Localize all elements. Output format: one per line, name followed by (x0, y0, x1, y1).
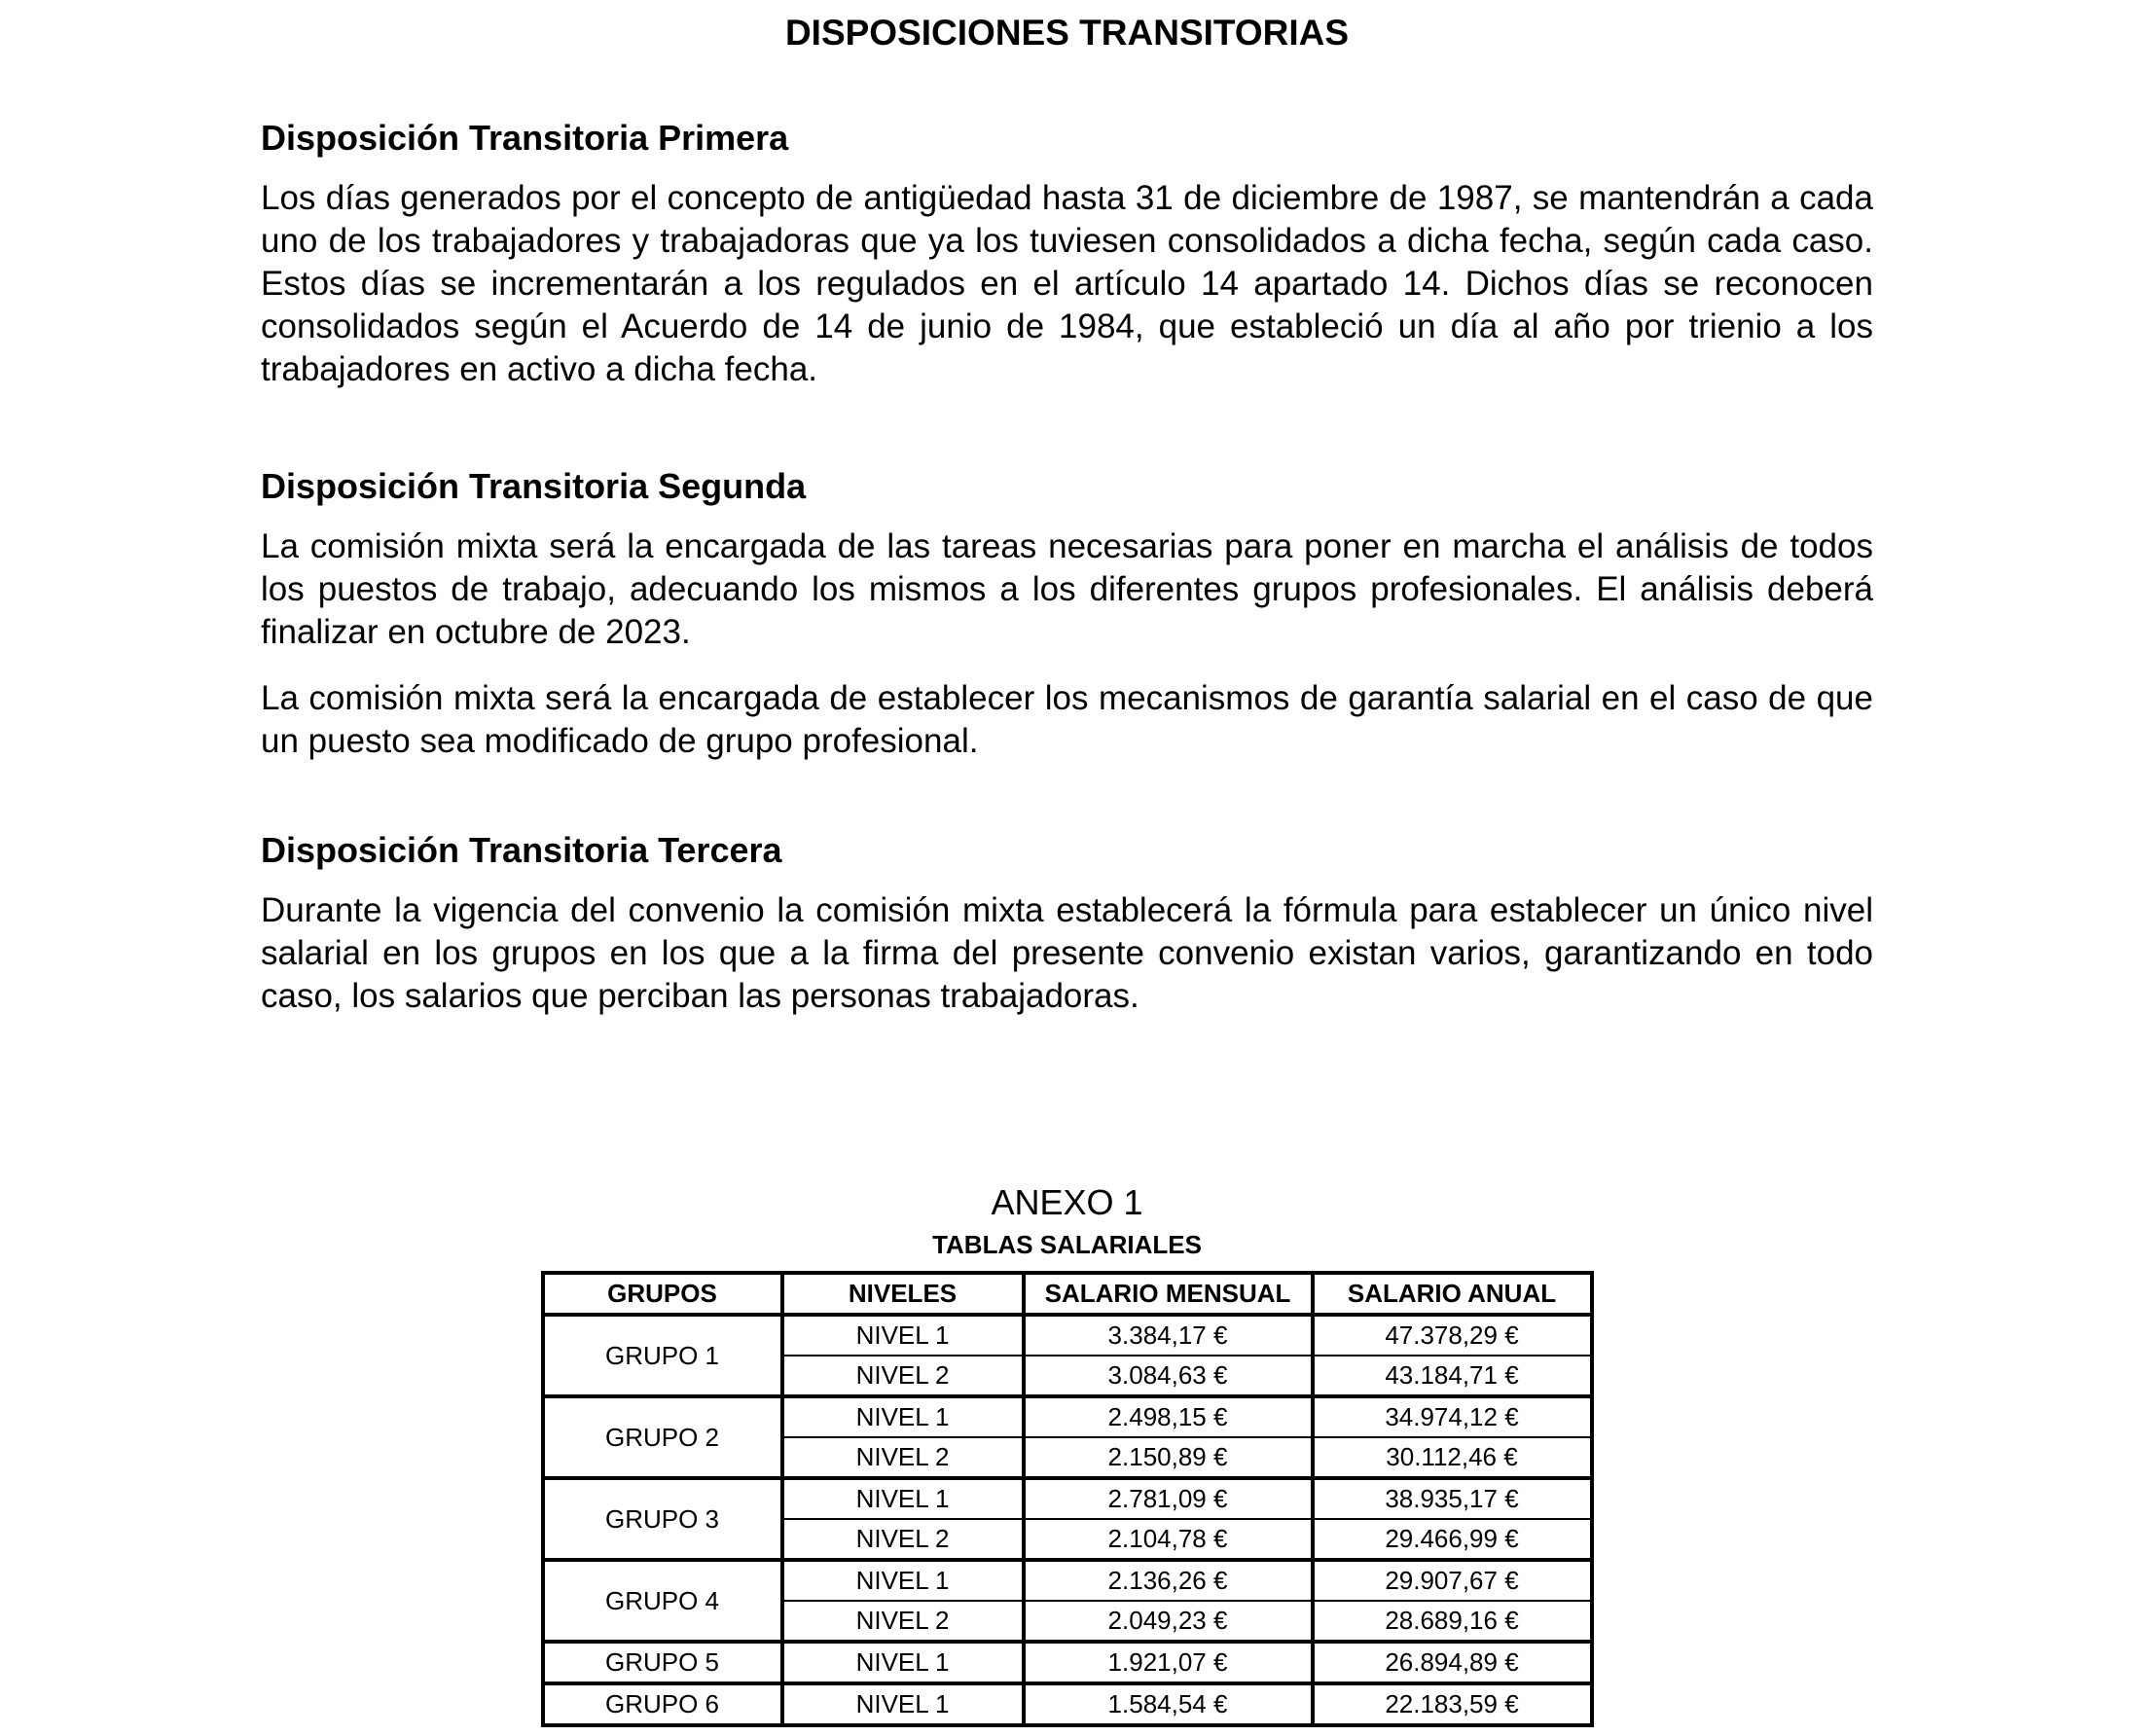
document-title: DISPOSICIONES TRANSITORIAS (784, 13, 1350, 53)
salario-mensual-cell: 2.136,26 € (1024, 1560, 1313, 1601)
paragraph: La comisión mixta será la encargada de establecer los mecanismos de garantía salarial en el caso de que un puesto sea modificado de grupo profesional. (261, 679, 1873, 760)
table-row (543, 1478, 1592, 1519)
salario-mensual-cell: 1.584,54 € (1024, 1683, 1313, 1725)
salario-mensual-cell: 2.150,89 € (1024, 1437, 1313, 1478)
salario-anual-cell: 28.689,16 € (1313, 1601, 1592, 1642)
nivel-cell: NIVEL 1 (782, 1560, 1024, 1601)
group-name-cell: GRUPO 3 (543, 1478, 782, 1560)
salario-anual-cell: 43.184,71 € (1313, 1356, 1592, 1396)
table-row (543, 1396, 1592, 1437)
table-header-row (543, 1273, 1592, 1315)
column-header-niveles: NIVELES (782, 1273, 1024, 1315)
nivel-cell: NIVEL 1 (782, 1315, 1024, 1356)
anexo-title: ANEXO 1 (991, 1182, 1143, 1222)
nivel-cell: NIVEL 2 (782, 1519, 1024, 1560)
paragraph: Los días generados por el concepto de antigüedad hasta 31 de diciembre de 1987, se mantendrán a cada uno de los trabajadores y trabajadoras que ya los tuviesen consolidados a dicha fecha, según cada caso. Estos días se incrementarán a los regulados en el artículo 14 apartado 14. Dichos días se reconocen consolidados según el Acuerdo de 14 de junio de 1984, que estableció un día al año por trienio a los trabajadores en activo a dicha fecha. (261, 179, 1873, 388)
salario-mensual-cell: 2.781,09 € (1024, 1478, 1313, 1519)
salario-anual-cell: 22.183,59 € (1313, 1683, 1592, 1725)
nivel-cell: NIVEL 1 (782, 1478, 1024, 1519)
salario-mensual-cell: 2.498,15 € (1024, 1396, 1313, 1437)
table-row (543, 1315, 1592, 1356)
nivel-cell: NIVEL 1 (782, 1642, 1024, 1683)
table-row (543, 1560, 1592, 1601)
table-row (543, 1642, 1592, 1683)
salario-anual-cell: 38.935,17 € (1313, 1478, 1592, 1519)
nivel-cell: NIVEL 2 (782, 1601, 1024, 1642)
column-header-grupos: GRUPOS (543, 1273, 782, 1315)
salario-mensual-cell: 3.384,17 € (1024, 1315, 1313, 1356)
anexo-subtitle: TABLAS SALARIALES (932, 1230, 1202, 1259)
column-header-salario-anual: SALARIO ANUAL (1313, 1273, 1592, 1315)
nivel-cell: NIVEL 2 (782, 1356, 1024, 1396)
salario-anual-cell: 30.112,46 € (1313, 1437, 1592, 1478)
salary-table (541, 1271, 1594, 1727)
group-name-cell: GRUPO 6 (543, 1683, 782, 1725)
salario-mensual-cell: 3.084,63 € (1024, 1356, 1313, 1396)
paragraph: La comisión mixta será la encargada de las tareas necesarias para poner en marcha el análisis de todos los puestos de trabajo, adecuando los mismos a los diferentes grupos profesionales. El análisis deberá finalizar en octubre de 2023. (261, 527, 1873, 651)
paragraph: Durante la vigencia del convenio la comisión mixta establecerá la fórmula para establecer un único nivel salarial en los grupos en los que a la firma del presente convenio existan varios, garantizando en todo caso, los salarios que perciban las personas trabajadoras. (261, 891, 1873, 1015)
salario-anual-cell: 29.907,67 € (1313, 1560, 1592, 1601)
group-name-cell: GRUPO 4 (543, 1560, 782, 1642)
column-header-salario-mensual: SALARIO MENSUAL (1024, 1273, 1313, 1315)
group-name-cell: GRUPO 2 (543, 1396, 782, 1478)
table-row (543, 1683, 1592, 1725)
salario-mensual-cell: 2.049,23 € (1024, 1601, 1313, 1642)
group-name-cell: GRUPO 5 (543, 1642, 782, 1683)
nivel-cell: NIVEL 1 (782, 1396, 1024, 1437)
nivel-cell: NIVEL 2 (782, 1437, 1024, 1478)
section-heading-segunda: Disposición Transitoria Segunda (261, 466, 807, 506)
group-name-cell: GRUPO 1 (543, 1315, 782, 1396)
salario-anual-cell: 47.378,29 € (1313, 1315, 1592, 1356)
salario-mensual-cell: 1.921,07 € (1024, 1642, 1313, 1683)
nivel-cell: NIVEL 1 (782, 1683, 1024, 1725)
salario-anual-cell: 26.894,89 € (1313, 1642, 1592, 1683)
salario-anual-cell: 29.466,99 € (1313, 1519, 1592, 1560)
section-heading-tercera: Disposición Transitoria Tercera (261, 830, 782, 870)
salario-anual-cell: 34.974,12 € (1313, 1396, 1592, 1437)
salario-mensual-cell: 2.104,78 € (1024, 1519, 1313, 1560)
section-heading-primera: Disposición Transitoria Primera (261, 118, 789, 158)
